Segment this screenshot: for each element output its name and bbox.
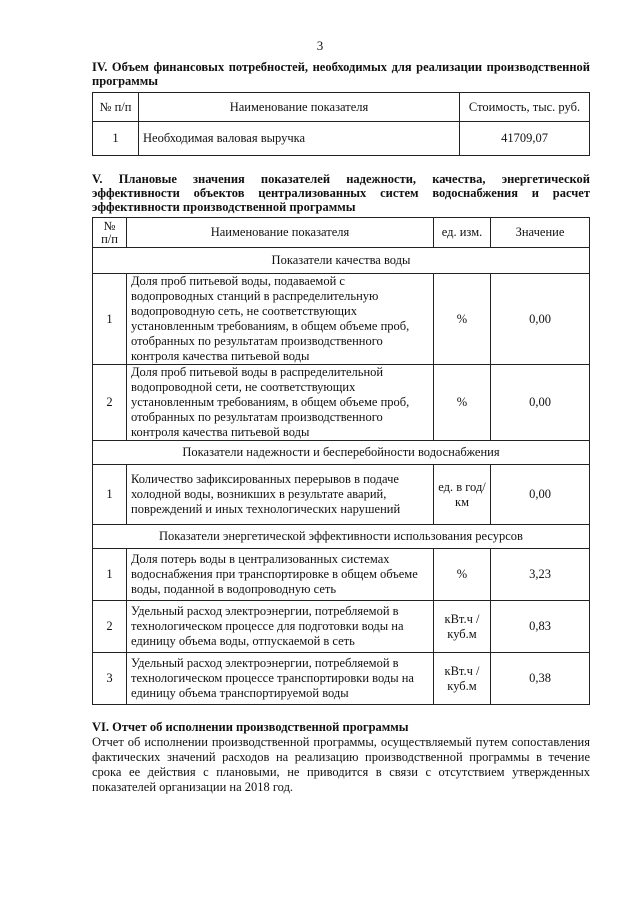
table-row xyxy=(93,549,590,601)
row-unit: кВт.ч / куб.м xyxy=(434,601,491,653)
section-5-heading: V. Плановые значения показателей надежности, качества, энергетической эффективности объектов централизованных систем водоснабжения и расчет эффективности производственной программы xyxy=(92,172,590,214)
group-header-row xyxy=(93,441,590,465)
row-num: 2 xyxy=(93,365,127,441)
header-value: Значение xyxy=(491,218,590,248)
row-unit: % xyxy=(434,365,491,441)
header-num: № п/п xyxy=(93,218,127,248)
row-name: Необходимая валовая выручка xyxy=(139,122,460,156)
group-title: Показатели качества воды xyxy=(93,248,590,274)
header-num: № п/п xyxy=(93,93,139,122)
row-name: Удельный расход электроэнергии, потребляемой в технологическом процессе для подготовки воды на единицу объема воды, отпускаемой в сеть xyxy=(127,601,434,653)
row-num: 1 xyxy=(93,274,127,365)
table-row xyxy=(93,465,590,525)
row-value: 0,38 xyxy=(491,653,590,705)
row-value: 0,00 xyxy=(491,465,590,525)
table-row xyxy=(93,274,590,365)
section-6-title: VI. Отчет об исполнении производственной программы xyxy=(92,720,409,734)
row-name: Доля потерь воды в централизованных системах водоснабжения при транспортировке в общем объеме воды, поданной в водопроводную сеть xyxy=(127,549,434,601)
row-num: 1 xyxy=(93,549,127,601)
row-name: Доля проб питьевой воды, подаваемой с водопроводных станций в распределительную водопроводную сеть, не соответствующих установленным требованиям, в общем объеме проб, отобранных по результатам производственного контроля качества питьевой воды xyxy=(127,274,434,365)
section-5-header-row xyxy=(93,218,590,248)
row-unit: ед. в год/ км xyxy=(434,465,491,525)
group-header-row xyxy=(93,525,590,549)
row-value: 0,00 xyxy=(491,365,590,441)
section-4-header-row xyxy=(93,93,590,122)
row-unit: % xyxy=(434,274,491,365)
row-num: 1 xyxy=(93,465,127,525)
row-value: 0,00 xyxy=(491,274,590,365)
page-number: 3 xyxy=(316,38,324,53)
row-name: Доля проб питьевой воды в распределительной водопроводной сети, не соответствующих установленным требованиям, в общем объеме проб, отобранных по результатам производственного контроля качества питьевой воды xyxy=(127,365,434,441)
row-value: 41709,07 xyxy=(460,122,590,156)
row-unit: % xyxy=(434,549,491,601)
row-value: 0,83 xyxy=(491,601,590,653)
row-name: Удельный расход электроэнергии, потребляемой в технологическом процессе транспортировки воды на единицу объема транспортируемой воды xyxy=(127,653,434,705)
row-value: 3,23 xyxy=(491,549,590,601)
header-cost: Стоимость, тыс. руб. xyxy=(460,93,590,122)
group-title: Показатели энергетической эффективности использования ресурсов xyxy=(93,525,590,549)
header-name: Наименование показателя xyxy=(139,93,460,122)
table-row xyxy=(93,653,590,705)
section-4-table xyxy=(92,92,590,156)
header-unit: ед. изм. xyxy=(434,218,491,248)
row-num: 1 xyxy=(93,122,139,156)
table-row xyxy=(93,122,590,156)
group-title: Показатели надежности и бесперебойности водоснабжения xyxy=(93,441,590,465)
section-6 xyxy=(92,720,590,795)
row-num: 3 xyxy=(93,653,127,705)
header-name: Наименование показателя xyxy=(127,218,434,248)
row-name: Количество зафиксированных перерывов в подаче холодной воды, возникших в результате аварий, повреждений и иных технологических нарушений xyxy=(127,465,434,525)
table-row xyxy=(93,601,590,653)
section-4-heading: IV. Объем финансовых потребностей, необходимых для реализации производственной программы xyxy=(92,60,590,88)
section-6-body: Отчет об исполнении производственной программы, осуществляемый путем сопоставления фактических значений расходов на реализацию производственной программы в течение срока ее действия с плановыми, не приводится в связи с отсутствием утвержденных показателей организации на 2018 год. xyxy=(92,735,590,794)
section-5-table xyxy=(92,217,590,705)
row-unit: кВт.ч / куб.м xyxy=(434,653,491,705)
table-row xyxy=(93,365,590,441)
group-header-row xyxy=(93,248,590,274)
row-num: 2 xyxy=(93,601,127,653)
